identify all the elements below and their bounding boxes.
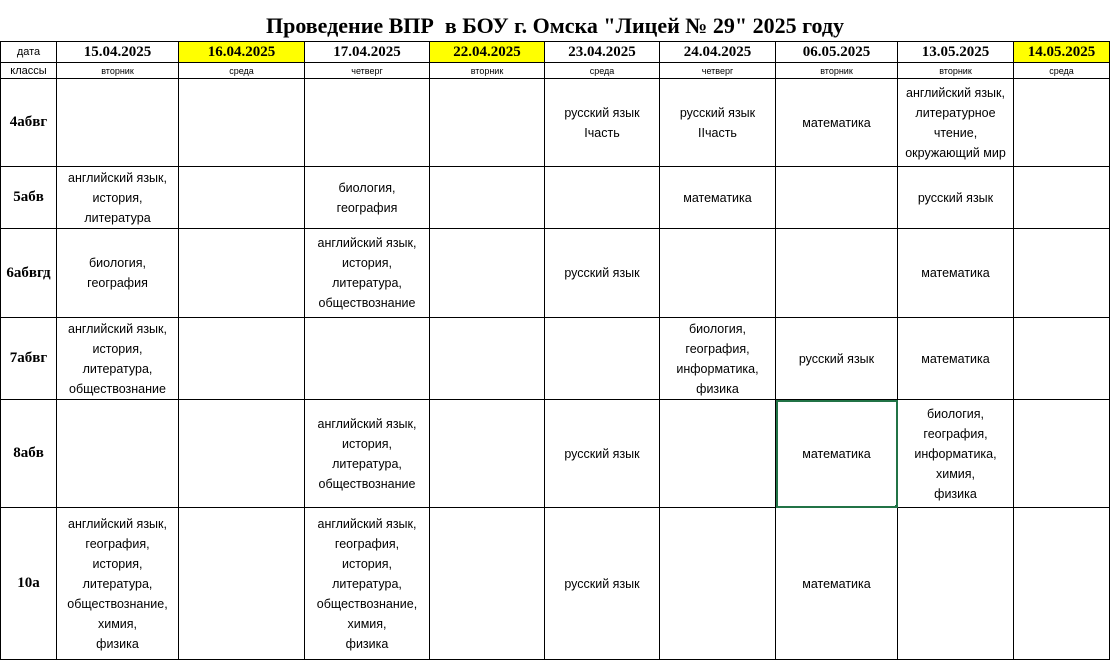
subject-cell[interactable]: английский язык, история, литература, обществознание: [305, 400, 430, 508]
subject-cell[interactable]: биология, география, информатика, химия, физика: [898, 400, 1014, 508]
weekday-cell[interactable]: среда: [1014, 63, 1110, 79]
subject-cell[interactable]: русский язык: [545, 400, 660, 508]
subject-cell[interactable]: [305, 318, 430, 400]
page-title: Проведение ВПР в БОУ г. Омска "Лицей № 29" 2025 году: [265, 13, 845, 38]
date-cell[interactable]: 16.04.2025: [179, 42, 305, 63]
subject-cell[interactable]: [179, 79, 305, 167]
subject-cell[interactable]: [545, 167, 660, 229]
subject-cell[interactable]: английский язык, литературное чтение, окружающий мир: [898, 79, 1014, 167]
class-label[interactable]: 8абв: [1, 400, 57, 508]
date-cell[interactable]: 23.04.2025: [545, 42, 660, 63]
subject-cell[interactable]: [179, 229, 305, 318]
subject-cell[interactable]: русский язык Iчасть: [545, 79, 660, 167]
class-label[interactable]: 10а: [1, 508, 57, 660]
subject-cell[interactable]: [1014, 229, 1110, 318]
subject-cell[interactable]: математика: [660, 167, 776, 229]
subject-cell[interactable]: [660, 508, 776, 660]
subject-cell[interactable]: [660, 229, 776, 318]
subject-cell[interactable]: [430, 400, 545, 508]
weekday-cell[interactable]: вторник: [776, 63, 898, 79]
subject-cell[interactable]: [57, 79, 179, 167]
class-label[interactable]: 5абв: [1, 167, 57, 229]
class-label[interactable]: 4абвг: [1, 79, 57, 167]
subject-cell[interactable]: математика: [776, 79, 898, 167]
subject-cell[interactable]: [179, 167, 305, 229]
classes-label[interactable]: классы: [1, 63, 57, 79]
subject-cell[interactable]: [430, 229, 545, 318]
subject-cell[interactable]: [1014, 400, 1110, 508]
subject-cell[interactable]: [898, 508, 1014, 660]
subject-cell[interactable]: [305, 79, 430, 167]
date-cell[interactable]: 17.04.2025: [305, 42, 430, 63]
subject-cell[interactable]: русский язык: [545, 508, 660, 660]
date-cell[interactable]: 06.05.2025: [776, 42, 898, 63]
subject-cell-text: математика: [802, 446, 871, 461]
fill-handle[interactable]: [895, 505, 898, 508]
date-cell[interactable]: 15.04.2025: [57, 42, 179, 63]
class-row-5: [1, 167, 1110, 229]
subject-cell[interactable]: [1014, 318, 1110, 400]
subject-cell[interactable]: математика: [898, 318, 1014, 400]
class-row-7: [1, 318, 1110, 400]
date-cell[interactable]: 14.05.2025: [1014, 42, 1110, 63]
subject-cell[interactable]: [179, 508, 305, 660]
subject-cell[interactable]: [545, 318, 660, 400]
subject-cell[interactable]: английский язык, история, литература, обществознание: [305, 229, 430, 318]
date-cell[interactable]: 13.05.2025: [898, 42, 1014, 63]
class-label[interactable]: 7абвг: [1, 318, 57, 400]
schedule-table: [0, 41, 1110, 660]
class-row-4: [1, 79, 1110, 167]
subject-cell[interactable]: математика: [898, 229, 1014, 318]
subject-cell[interactable]: русский язык: [776, 318, 898, 400]
subject-cell[interactable]: русский язык: [545, 229, 660, 318]
subject-cell[interactable]: русский язык IIчасть: [660, 79, 776, 167]
selected-cell[interactable]: [776, 400, 898, 508]
subject-cell[interactable]: [430, 79, 545, 167]
subject-cell[interactable]: русский язык: [898, 167, 1014, 229]
subject-cell[interactable]: [430, 318, 545, 400]
subject-cell[interactable]: [776, 167, 898, 229]
subject-cell[interactable]: [430, 167, 545, 229]
subject-cell[interactable]: английский язык, география, история, литература, обществознание, химия, физика: [305, 508, 430, 660]
subject-cell[interactable]: [1014, 79, 1110, 167]
subject-cell[interactable]: математика: [776, 508, 898, 660]
subject-cell[interactable]: [776, 229, 898, 318]
subject-cell[interactable]: [1014, 167, 1110, 229]
weekday-cell[interactable]: четверг: [660, 63, 776, 79]
date-label[interactable]: дата: [1, 42, 57, 63]
subject-cell[interactable]: [430, 508, 545, 660]
class-row-6: [1, 229, 1110, 318]
subject-cell[interactable]: английский язык, история, литература: [57, 167, 179, 229]
date-cell[interactable]: 22.04.2025: [430, 42, 545, 63]
subject-cell[interactable]: английский язык, география, история, литература, обществознание, химия, физика: [57, 508, 179, 660]
subject-cell[interactable]: [57, 400, 179, 508]
weekday-cell[interactable]: среда: [545, 63, 660, 79]
subject-cell[interactable]: [179, 400, 305, 508]
subject-cell[interactable]: [1014, 508, 1110, 660]
class-label[interactable]: 6абвгд: [1, 229, 57, 318]
subject-cell[interactable]: биология, география: [57, 229, 179, 318]
weekday-cell[interactable]: четверг: [305, 63, 430, 79]
weekday-cell[interactable]: вторник: [898, 63, 1014, 79]
subject-cell[interactable]: английский язык, история, литература, обществознание: [57, 318, 179, 400]
weekday-cell[interactable]: вторник: [57, 63, 179, 79]
weekday-cell[interactable]: среда: [179, 63, 305, 79]
date-cell[interactable]: 24.04.2025: [660, 42, 776, 63]
weekday-cell[interactable]: вторник: [430, 63, 545, 79]
subject-cell[interactable]: [660, 400, 776, 508]
class-row-8: [1, 400, 1110, 508]
subject-cell[interactable]: [179, 318, 305, 400]
subject-cell[interactable]: биология, география: [305, 167, 430, 229]
class-row-10: [1, 508, 1110, 660]
weekday-header-row: [1, 63, 1110, 79]
subject-cell[interactable]: биология, география, информатика, физика: [660, 318, 776, 400]
date-header-row: [1, 42, 1110, 63]
